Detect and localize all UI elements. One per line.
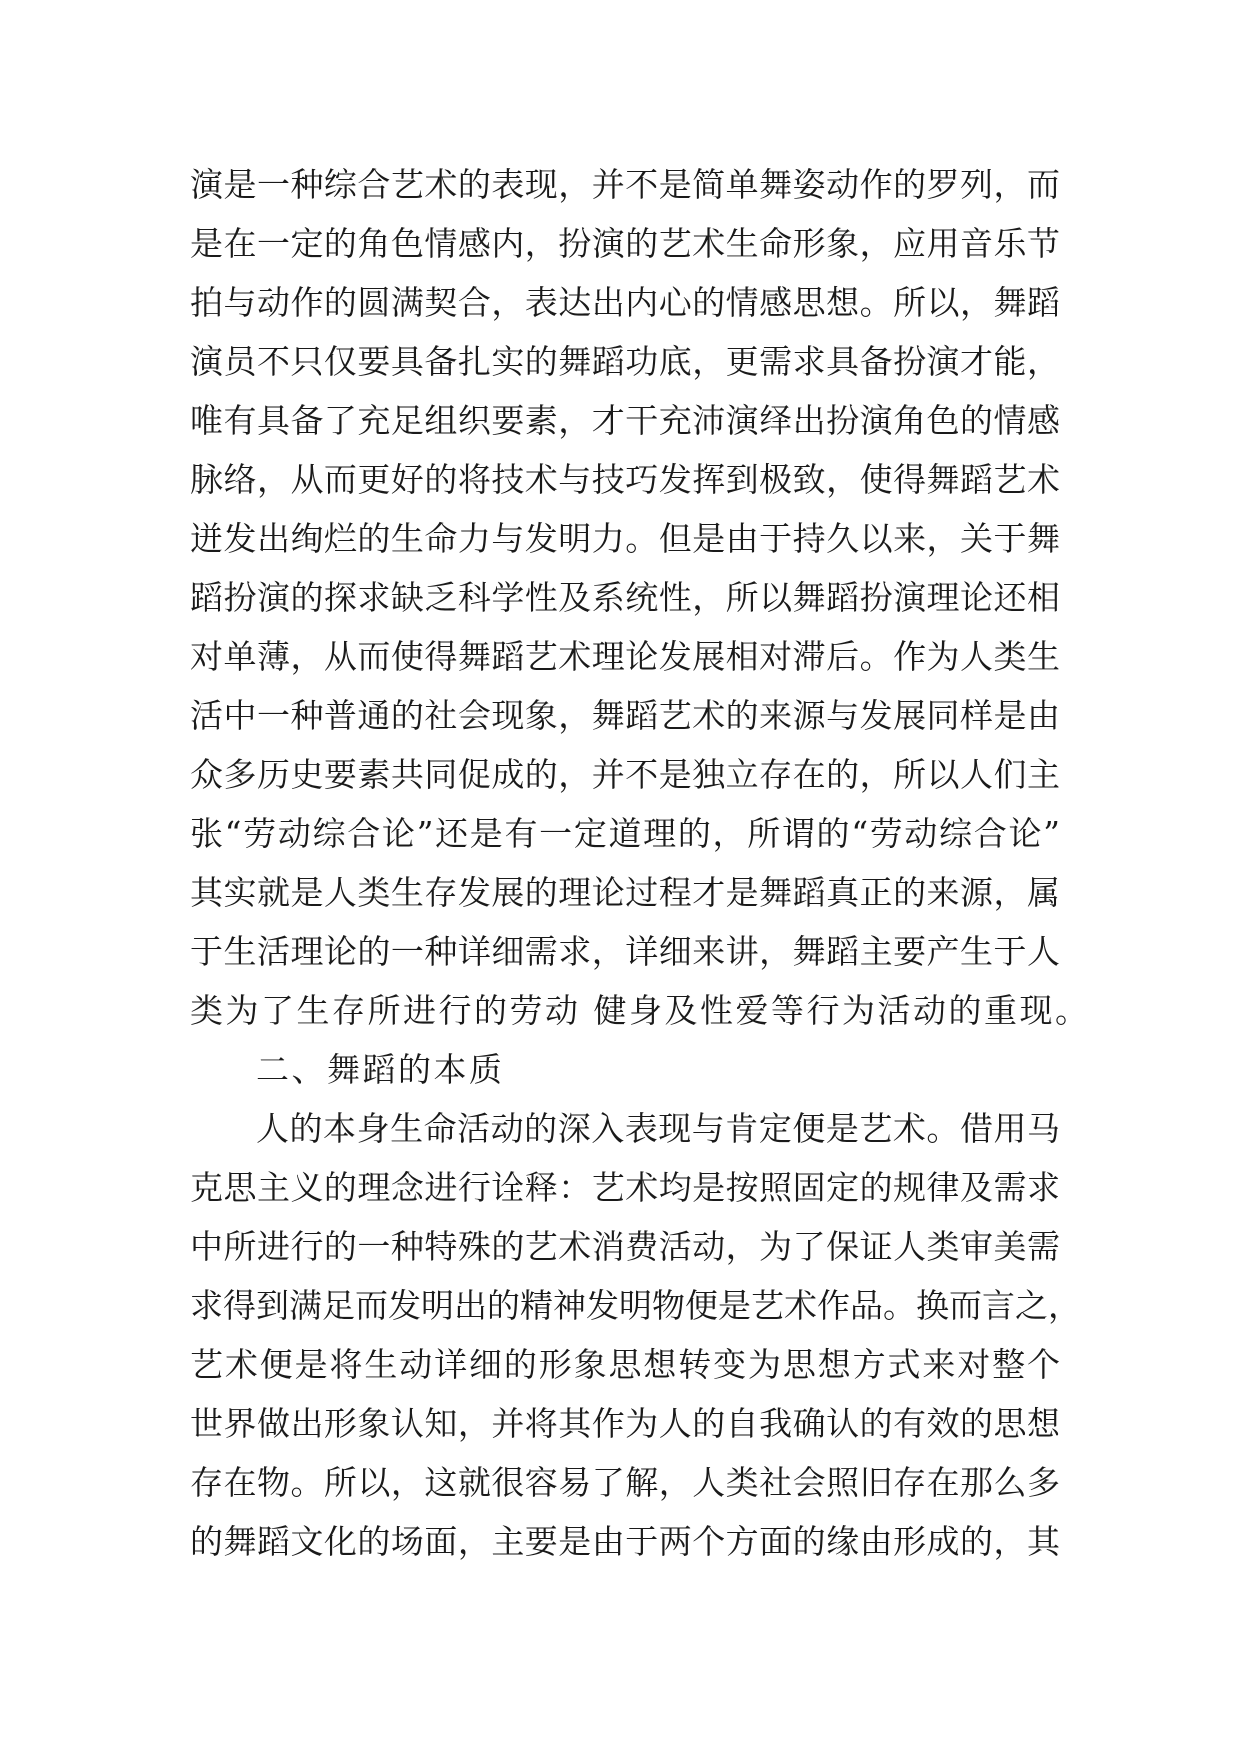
text-line: 存在物。所以，这就很容易了解，人类社会照旧存在那么多 bbox=[190, 1463, 1060, 1502]
section-heading: 二、舞蹈的本质 bbox=[256, 1050, 505, 1089]
text-line: 求得到满足而发明出的精神发明物便是艺术作品。换而言之， bbox=[190, 1286, 1081, 1325]
text-line: 艺术便是将生动详细的形象思想转变为思想方式来对整个 bbox=[190, 1345, 1060, 1384]
text-line: 中所进行的一种特殊的艺术消费活动，为了保证人类审美需 bbox=[190, 1227, 1060, 1266]
text-line: 众多历史要素共同促成的，并不是独立存在的，所以人们主 bbox=[190, 755, 1060, 794]
text-line: 蹈扮演的探求缺乏科学性及系统性，所以舞蹈扮演理论还相 bbox=[190, 578, 1060, 617]
text-line: 活中一种普通的社会现象，舞蹈艺术的来源与发展同样是由 bbox=[190, 696, 1060, 735]
paragraph-first-line: 人的本身生命活动的深入表现与肯定便是艺术。借用马 bbox=[256, 1109, 1060, 1148]
text-line: 克思主义的理念进行诠释：艺术均是按照固定的规律及需求 bbox=[190, 1168, 1060, 1207]
text-line: 其实就是人类生存发展的理论过程才是舞蹈真正的来源，属 bbox=[190, 873, 1060, 912]
text-line: 唯有具备了充足组织要素，才干充沛演绎出扮演角色的情感 bbox=[190, 401, 1060, 440]
text-line: 脉络，从而更好的将技术与技巧发挥到极致，使得舞蹈艺术 bbox=[190, 460, 1060, 499]
text-line: 张“劳动综合论”还是有一定道理的，所谓的“劳动综合论” bbox=[190, 814, 1060, 853]
text-line: 世界做出形象认知，并将其作为人的自我确认的有效的思想 bbox=[190, 1404, 1060, 1443]
body-text bbox=[190, 155, 1091, 1571]
paragraph-last-line: 类为了生存所进行的劳动 健身及性爱等行为活动的重现。 bbox=[190, 991, 1091, 1030]
text-line: 演是一种综合艺术的表现，并不是简单舞姿动作的罗列，而 bbox=[190, 165, 1060, 204]
text-line: 于生活理论的一种详细需求，详细来讲，舞蹈主要产生于人 bbox=[190, 932, 1060, 971]
text-line: 迸发出绚烂的生命力与发明力。但是由于持久以来，关于舞 bbox=[190, 519, 1060, 558]
text-line: 是在一定的角色情感内，扮演的艺术生命形象，应用音乐节 bbox=[190, 224, 1060, 263]
text-line: 演员不只仅要具备扎实的舞蹈功底，更需求具备扮演才能， bbox=[190, 342, 1060, 381]
text-line: 对单薄，从而使得舞蹈艺术理论发展相对滞后。作为人类生 bbox=[190, 637, 1060, 676]
text-line: 拍与动作的圆满契合，表达出内心的情感思想。所以，舞蹈 bbox=[190, 283, 1060, 322]
text-line: 的舞蹈文化的场面，主要是由于两个方面的缘由形成的，其 bbox=[190, 1522, 1060, 1561]
